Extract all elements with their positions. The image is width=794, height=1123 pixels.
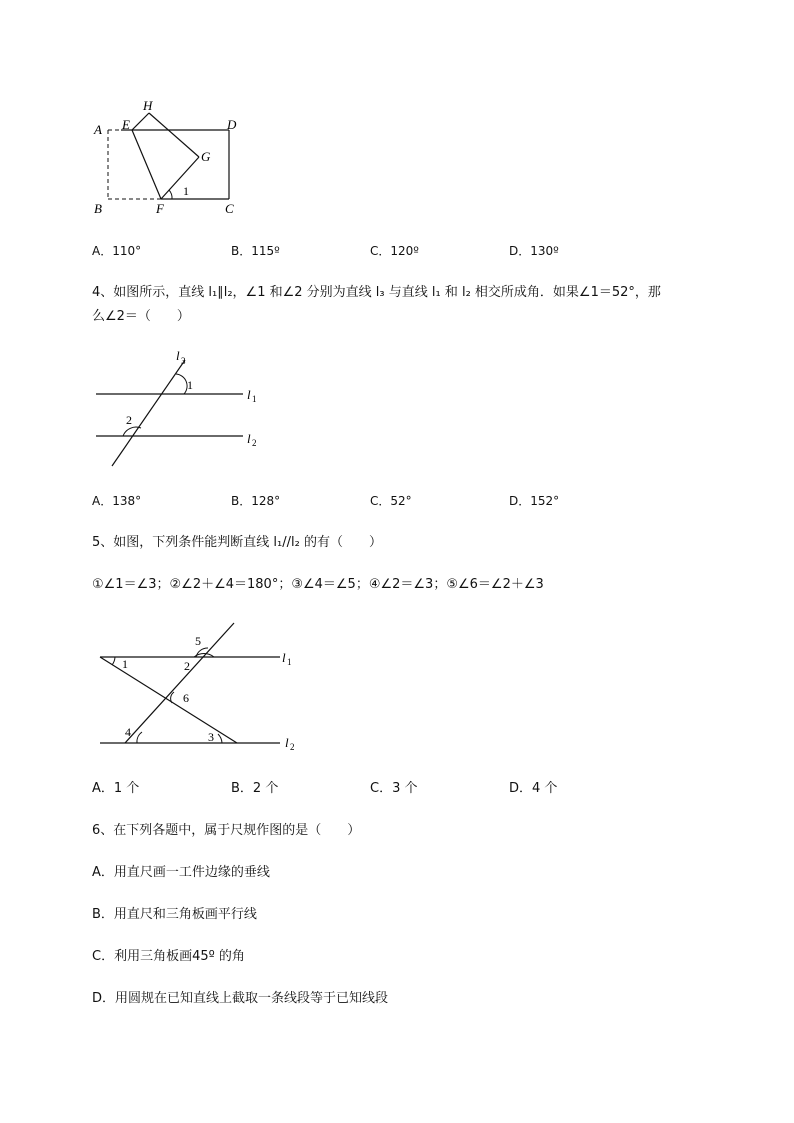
q6-stem: 6、在下列各题中，属于尺规作图的是（ ） [92,823,361,838]
q3-option-c[interactable]: C．120º [370,244,419,258]
q3-label-D: D [227,117,237,132]
q5-option-a[interactable]: A．1 个 [92,781,140,796]
q5-stem: 5、如图，下列条件能判断直线 l₁//l₂ 的有（ ） [92,535,382,550]
q5-label-6: 6 [183,691,189,705]
q5-label-l2: l [285,735,289,750]
q5-label-3: 3 [208,730,214,744]
q4-figure [88,348,268,470]
q5-label-5: 5 [195,634,201,648]
q3-label-F: F [156,201,164,216]
q4-label-l2-sub: 2 [252,438,257,448]
q3-label-C: C [225,201,234,216]
q4-label-angle2: 2 [126,413,132,427]
q6-option-a[interactable]: A．用直尺画一工件边缘的垂线 [92,865,270,880]
q3-option-b[interactable]: B．115º [231,244,280,258]
q3-label-B: B [94,201,102,216]
q3-label-E: E [122,117,130,132]
q6-option-b[interactable]: B．用直尺和三角板画平行线 [92,907,257,922]
q4-label-l2: l [247,431,251,446]
q5-option-b[interactable]: B．2 个 [231,781,279,796]
q3-option-d[interactable]: D．130º [509,244,559,258]
q4-option-a[interactable]: A．138° [92,494,142,508]
q6-option-d[interactable]: D．用圆规在已知直线上截取一条线段等于已知线段 [92,991,389,1006]
q4-label-l3: l [176,348,180,363]
q4-label-l1-sub: 1 [252,394,257,404]
q6-option-c[interactable]: C．利用三角板画45º 的角 [92,949,245,964]
q4-label-l3-sub: 3 [181,356,186,366]
q5-label-2: 2 [184,659,190,673]
q4-label-l1: l [247,387,251,402]
q5-option-c[interactable]: C．3 个 [370,781,418,796]
q5-label-l2-sub: 2 [290,742,295,752]
q3-label-H: H [143,98,153,113]
q5-option-d[interactable]: D．4 个 [509,781,558,796]
q5-label-l1: l [282,650,286,665]
q5-conditions: ①∠1＝∠3；②∠2＋∠4＝180°；③∠4＝∠5；④∠2＝∠3；⑤∠6＝∠2＋∠3 [92,577,544,592]
q5-label-4: 4 [125,725,131,739]
q4-option-d[interactable]: D．152° [509,494,560,508]
q4-option-b[interactable]: B．128° [231,494,281,508]
q3-label-1: 1 [183,184,189,198]
q4-stem-line2: 么∠2＝（ ） [92,309,190,324]
q4-option-c[interactable]: C．52° [370,494,412,508]
q4-stem-line1: 4、如图所示，直线 l₁∥l₂，∠1 和∠2 分别为直线 l₃ 与直线 l₁ 和 l₂ 相交所成角．如果∠1＝52°，那 [92,285,661,300]
q3-figure [88,95,248,220]
q3-option-a[interactable]: A．110° [92,244,142,258]
q3-label-G: G [201,149,211,164]
q4-label-angle1: 1 [187,378,193,392]
q5-label-l1-sub: 1 [287,657,292,667]
q5-label-1: 1 [122,657,128,671]
q3-label-A: A [94,122,102,137]
q5-figure [90,618,310,753]
